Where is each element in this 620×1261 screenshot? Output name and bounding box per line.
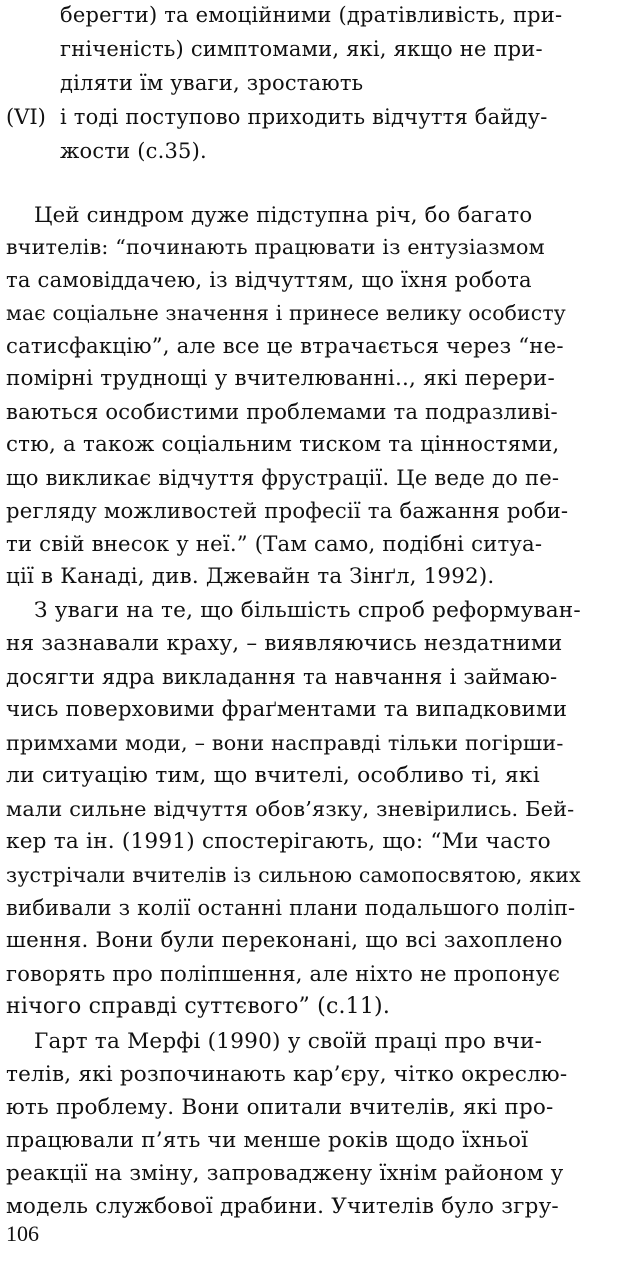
- text-line: ваються особистими проблемами та подразливі-: [6, 399, 558, 424]
- text-line: Гарт та Мерфі (1990) у своїй праці про вчи-: [34, 1029, 543, 1054]
- list-item-number: (VI): [6, 105, 46, 129]
- text-line: стю, а також соціальним тиском та цінностями,: [6, 432, 560, 457]
- text-line: має соціальне значення і принесе велику особисту: [6, 301, 566, 325]
- text-line: мали сильне відчуття обов’язку, зневірились. Бей-: [6, 797, 575, 821]
- text-line: вчителів: “починають працювати із ентузіазмом: [6, 235, 545, 259]
- quote-line: і тоді поступово приходить відчуття байду-: [60, 105, 548, 129]
- text-line: помірні труднощі у вчителюванні.., які перери-: [6, 366, 555, 391]
- text-line: З уваги на те, що більшість спроб реформуван-: [34, 598, 581, 623]
- text-line: сатисфакцію”, але все це втрачається через “не-: [6, 333, 564, 358]
- quote-line: діляти їм уваги, зростають: [60, 71, 364, 95]
- text-line: та самовіддачею, із відчуттям, що їхня робота: [6, 267, 532, 292]
- text-line: нічого справді суттєвого” (с.11).: [6, 994, 391, 1019]
- text-line: ти свій внесок у неї.” (Там само, подібні ситуа-: [6, 531, 543, 556]
- text-line: ції в Канаді, див. Джевайн та Зінґл, 1992).: [6, 564, 495, 589]
- quote-line: гніченість) симптомами, які, якщо не при-: [60, 37, 543, 61]
- text-line: Цей синдром дуже підступна річ, бо багато: [34, 202, 533, 227]
- text-line: телів, які розпочинають кар’єру, чітко окреслю-: [6, 1062, 568, 1087]
- text-line: ють проблему. Вони опитали вчителів, які про-: [6, 1095, 554, 1120]
- text-line: модель службової драбини. Учителів було згру-: [6, 1194, 559, 1219]
- text-line: зустрічали вчителів із сильною самопосвятою, яких: [6, 863, 581, 887]
- text-line: вибивали з колії останні плани подальшого поліп-: [6, 896, 576, 920]
- text-line: регляду можливостей професії та бажання роби-: [6, 498, 569, 523]
- quote-line: жости (с.35).: [60, 139, 207, 163]
- text-line: чись поверховими фраґментами та випадковими: [6, 697, 568, 722]
- text-line: говорять про поліпшення, але ніхто не пропонує: [6, 962, 561, 986]
- text-line: шення. Вони були переконані, що всі захоплено: [6, 928, 563, 953]
- text-line: ли ситуацію тим, що вчителі, особливо ті, які: [6, 763, 540, 788]
- text-line: працювали п’ять чи менше років щодо їхньої: [6, 1128, 529, 1153]
- text-line: досягти ядра викладання та навчання і займаю-: [6, 664, 558, 689]
- page-number: 106: [6, 1221, 39, 1246]
- text-line: що викликає відчуття фрустрації. Це веде до пе-: [6, 465, 560, 490]
- quote-line: берегти) та емоційними (дратівливість, при-: [60, 3, 563, 27]
- text-line: примхами моди, – вони насправді тільки погірши-: [6, 731, 564, 755]
- text-line: реакції на зміну, запроваджену їхнім районом у: [6, 1161, 564, 1186]
- text-line: ня зазнавали краху, – виявляючись нездатними: [6, 631, 563, 656]
- text-line: кер та ін. (1991) спостерігають, що: “Ми часто: [6, 829, 551, 854]
